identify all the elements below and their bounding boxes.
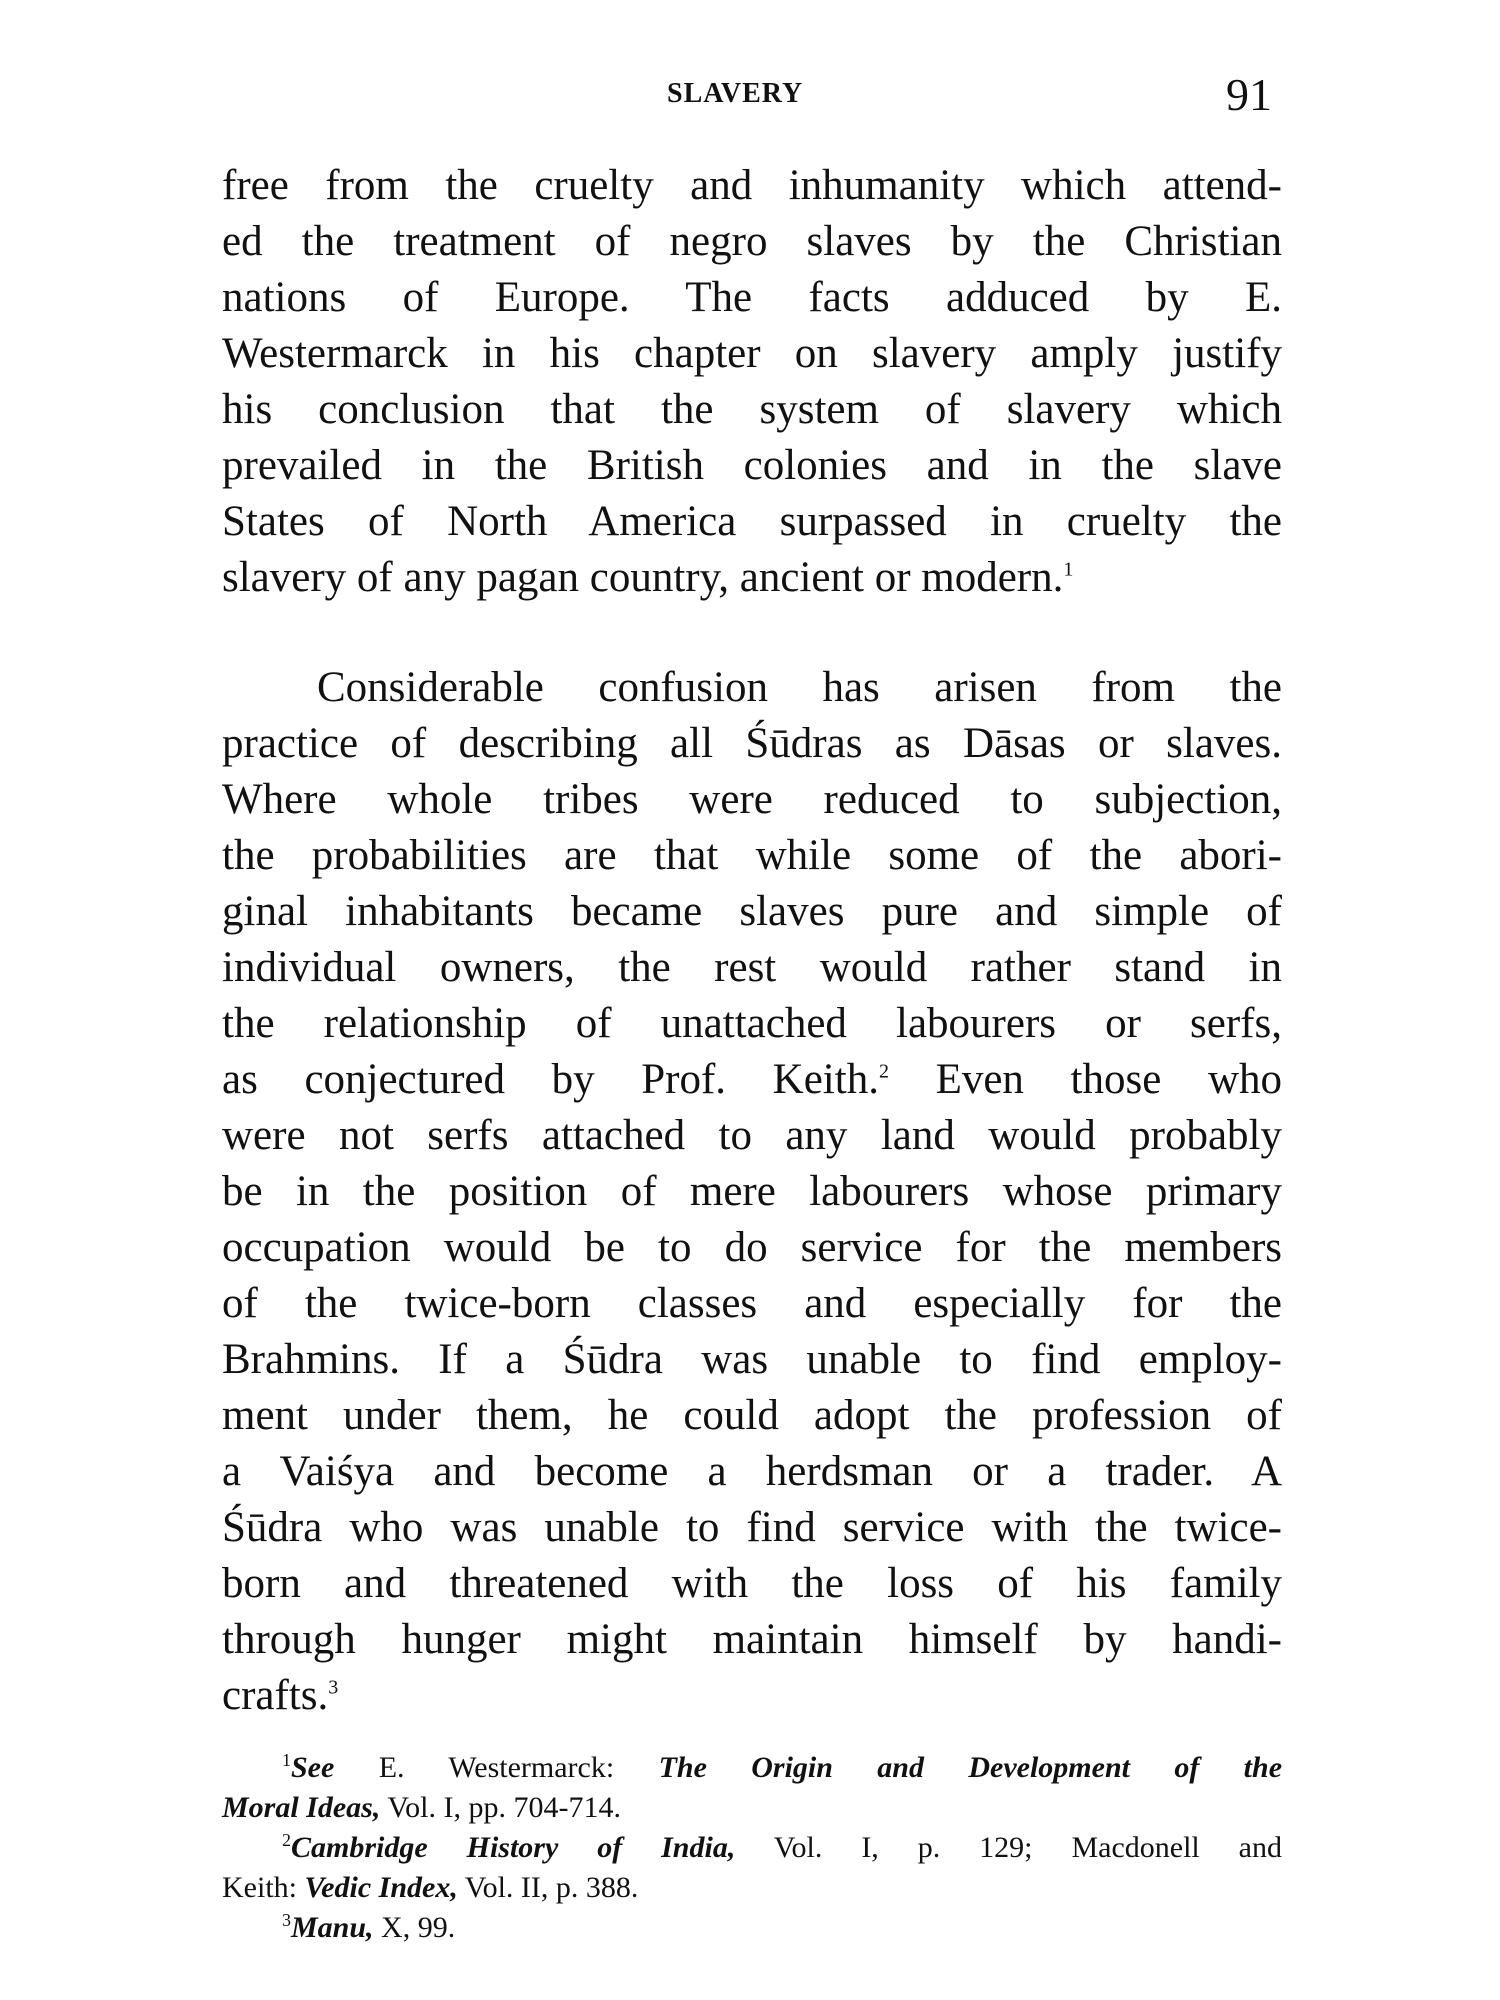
text-line: practice of describing all Śūdras as Dāsas or slaves. [222,720,1282,767]
footnote-3 [222,1908,1282,1948]
footnote-mark: 2 [282,1830,291,1850]
text-line: ed the treatment of negro slaves by the Christian [222,218,1282,265]
text-line: were not serfs attached to any land would probably [222,1112,1282,1159]
text-line: Brahmins. If a Śūdra was unable to find employ- [222,1336,1282,1383]
footnote-title: Cambridge History of India, [291,1831,736,1864]
text-line: Considerable confusion has arisen from the [317,664,1282,711]
footnote-2 [222,1828,1282,1868]
footnote-1 [222,1748,1282,1788]
footnote-reference: Vol. I, pp. 704-714. [387,1791,621,1824]
text-line: born and threatened with the loss of his family [222,1560,1282,1607]
footnote-reference: X, 99. [381,1911,456,1944]
text-line-content: crafts. [222,1672,329,1719]
paragraph-1 [222,158,1282,606]
footnote-author: Keith: [222,1871,297,1904]
footnote-mark: 3 [282,1910,291,1930]
running-head [222,68,1282,118]
text-line: the probabilities are that while some of the abori- [222,832,1282,879]
footnote-2-continued [222,1868,1282,1908]
footnote-ref-1: 1 [1063,558,1074,581]
text-line: the relationship of unattached labourers or serfs, [222,1000,1282,1047]
text-line: Westermarck in his chapter on slavery amply justify [222,330,1282,377]
running-title: SLAVERY [667,78,804,109]
footnote-title: Manu, [291,1911,374,1944]
footnotes [222,1748,1282,1948]
text-line: a Vaiśya and become a herdsman or a trader. A [222,1448,1282,1495]
page-number: 91 [1226,69,1272,120]
text-line-continuation: Even those who [935,1056,1282,1103]
footnote-ref-3: 3 [328,1676,339,1699]
footnote-title: Vedic Index, [304,1871,458,1904]
text-line: occupation would be to do service for the members [222,1224,1282,1271]
text-line-content: as conjectured by Prof. Keith. [222,1056,879,1103]
text-line [222,1668,1282,1724]
text-line: through hunger might maintain himself by handi- [222,1616,1282,1663]
footnote-mark: 1 [282,1750,291,1770]
text-line: ginal inhabitants became slaves pure and simple of [222,888,1282,935]
text-line: his conclusion that the system of slavery which [222,386,1282,433]
footnote-title: The Origin and Development of the [658,1751,1283,1784]
footnote-1-continued [222,1788,1282,1828]
text-line: individual owners, the rest would rather stand in [222,944,1282,991]
text-line: States of North America surpassed in cruelty the [222,498,1282,545]
text-line: Śūdra who was unable to find service with the twice- [222,1504,1282,1551]
text-line [222,550,1282,606]
text-line [222,1052,1282,1108]
footnote-reference: Vol. I, p. 129; Macdonell and [773,1831,1282,1864]
footnote-ref-2: 2 [878,1060,889,1083]
body-text [222,158,1282,1724]
text-line: Where whole tribes were reduced to subjection, [222,776,1282,823]
footnote-reference: Vol. II, p. 388. [464,1871,639,1904]
text-line: of the twice-born classes and especially for the [222,1280,1282,1327]
text-line-content: slavery of any pagan country, ancient or modern. [222,554,1064,601]
paragraph-gap [222,606,1282,660]
text-line: be in the position of mere labourers whose primary [222,1168,1282,1215]
text-line: nations of Europe. The facts adduced by E. [222,274,1282,321]
text-line: prevailed in the British colonies and in the slave [222,442,1282,489]
footnote-title: Moral Ideas, [222,1791,381,1824]
footnote-see: See [291,1751,335,1784]
footnote-author: E. Westermarck: [378,1751,615,1784]
paragraph-2 [222,660,1282,1724]
text-line: ment under them, he could adopt the profession of [222,1392,1282,1439]
text-line: free from the cruelty and inhumanity which attend- [222,162,1282,209]
